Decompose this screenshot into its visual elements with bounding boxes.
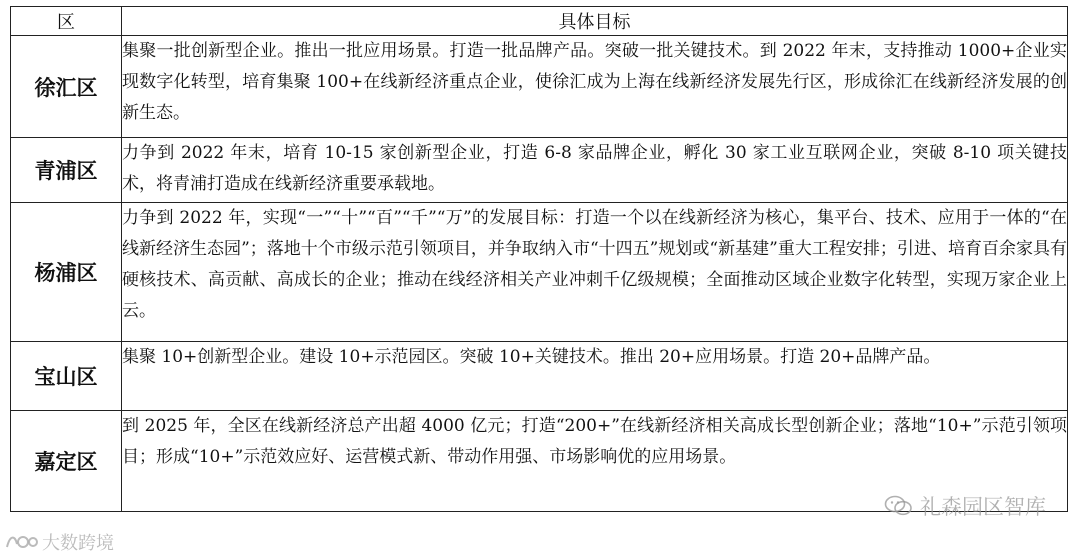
region-cell: 青浦区 <box>11 138 122 203</box>
region-cell: 宝山区 <box>11 342 122 411</box>
goal-cell: 力争到 2022 年，实现“一”“十”“百”“千”“万”的发展目标：打造一个以在线新经济为核心，集平台、技术、应用于一体的“在线新经济生态园”；落地十个市级示范引领项目，并争取纳入市“十四五”规划或“新基建”重大工程安排；引进、培育百余家具有硬核技术、高贡献、高成长的企业；推动在线经济相关产业冲刺千亿级规模；全面推动区域企业数字化转型，实现万家企业上云。 <box>122 203 1068 342</box>
watermark-left <box>4 529 114 555</box>
header-goal: 具体目标 <box>122 7 1068 36</box>
goal-cell: 集聚一批创新型企业。推出一批应用场景。打造一批品牌产品。突破一批关键技术。到 2022 年末，支持推动 1000+企业实现数字化转型，培育集聚 100+在线新经济重点企业，使徐汇成为上海在线新经济发展先行区，形成徐汇在线新经济发展的创新生态。 <box>122 36 1068 138</box>
goal-cell: 力争到 2022 年末，培育 10-15 家创新型企业，打造 6-8 家品牌企业，孵化 30 家工业互联网企业，突破 8-10 项关键技术，将青浦打造成在线新经济重要承载地。 <box>122 138 1068 203</box>
goal-cell: 集聚 10+创新型企业。建设 10+示范园区。突破 10+关键技术。推出 20+应用场景。打造 20+品牌产品。 <box>122 342 1068 411</box>
table-row <box>11 36 1068 138</box>
region-cell: 杨浦区 <box>11 203 122 342</box>
table-row <box>11 203 1068 342</box>
table-row <box>11 138 1068 203</box>
table-row <box>11 342 1068 411</box>
goal-cell: 到 2025 年，全区在线新经济总产出超 4000 亿元；打造“200+”在线新经济相关高成长型创新企业；落地“10+”示范引领项目；形成“10+”示范效应好、运营模式新、带动作用强、市场影响优的应用场景。 <box>122 411 1068 512</box>
brand-logo-icon <box>4 532 38 552</box>
goals-table <box>10 6 1068 512</box>
watermark-right-text: 礼森园区智库 <box>920 495 1046 519</box>
watermark-right <box>884 491 1046 521</box>
watermark-left-text: 大数跨境 <box>42 533 114 554</box>
table-header-row <box>11 7 1068 36</box>
wechat-icon <box>884 494 914 518</box>
region-cell: 嘉定区 <box>11 411 122 512</box>
header-region: 区 <box>11 7 122 36</box>
region-cell: 徐汇区 <box>11 36 122 138</box>
